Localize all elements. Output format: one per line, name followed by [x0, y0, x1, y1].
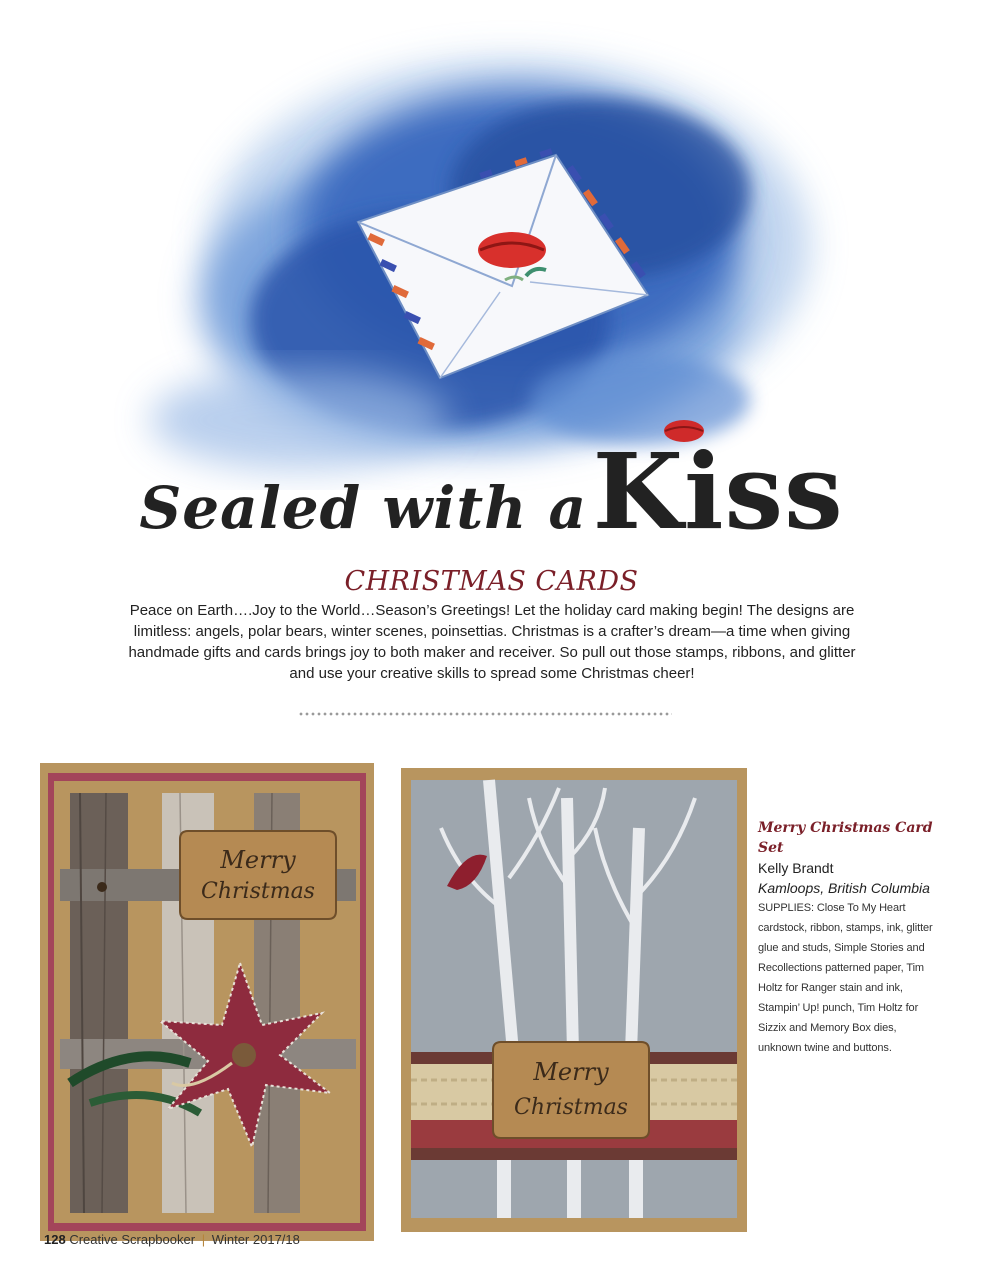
- project-location: Kamloops, British Columbia: [758, 880, 930, 896]
- merry-christmas-tag-right: [493, 1042, 649, 1138]
- tag-right-line2: Christmas: [514, 1095, 628, 1120]
- tag-left-line1: Merry: [220, 846, 296, 874]
- project-supplies: SUPPLIES: Close To My Heart cardstock, ribbon, stamps, ink, glitter glue and studs, Simple Stories and Recollections patterned paper, Tim Holtz for Ranger stain and ink, Stampin’ Up! punch, Tim Holtz for Sizzix and Memory Box dies, unknown twine and buttons.: [758, 902, 933, 1054]
- project-credits: [758, 818, 938, 1058]
- section-heading: CHRISTMAS CARDS: [344, 566, 639, 597]
- card-left-poinsettia: [40, 763, 374, 1241]
- page-footer: [44, 1232, 300, 1247]
- card-right-birch-trees: [401, 768, 747, 1232]
- project-author: Kelly Brandt: [758, 860, 834, 876]
- tag-left-line2: Christmas: [201, 879, 315, 904]
- footer-separator: |: [201, 1232, 206, 1247]
- page-number: 128: [44, 1232, 66, 1247]
- tag-right-line1: Merry: [533, 1058, 609, 1086]
- dotted-divider: [298, 712, 672, 716]
- magazine-name: Creative Scrapbooker: [69, 1232, 196, 1247]
- project-title: Merry Christmas Card Set: [758, 820, 933, 856]
- title-prefix: Sealed with a: [139, 474, 588, 542]
- intro-paragraph: Peace on Earth….Joy to the World…Season’s Greetings! Let the holiday card making begin! The designs are limitless: angels, polar bears, winter scenes, poinsettias. Christmas is a crafter’s dream—a time when giving handmade gifts and cards brings joy to both maker and receiver. So pull out those stamps, ribbons, and glitter and use your creative skills to spread some Christmas cheer!: [128, 602, 856, 682]
- title-emphasis: Kiss: [592, 430, 844, 553]
- merry-christmas-tag-left: [180, 831, 336, 919]
- page-title: [0, 430, 983, 553]
- issue-date: Winter 2017/18: [211, 1232, 300, 1247]
